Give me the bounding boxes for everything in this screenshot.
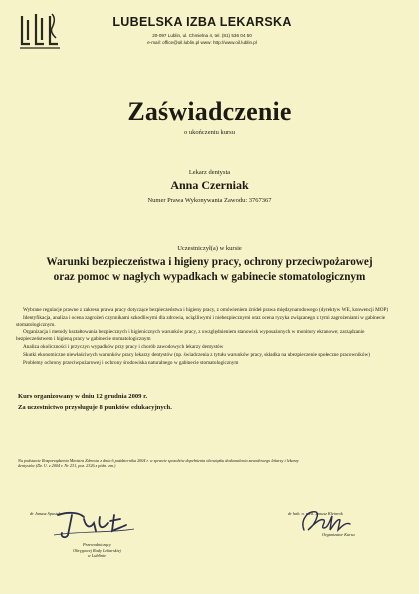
program-item: Organizacja i metody kształtowania bezpiecznych i higienicznych warunków pracy, z uwzględnieniem stanowisk wyposażonych w monitory ekranowe; zarządzanie bezpieczeństwem i higieną pracy w gabinecie stomatologicznym [16,329,365,343]
course-title-line-2: oraz pomoc w nagłych wypadkach w gabinecie stomatologicznym [53,271,366,283]
document-title: Zaświadczenie [127,97,292,126]
legal-basis-line-2: dentystów (Dz. U. z 2004 r. Nr 231, poz. 2326 z późn. zm.) [18,463,116,469]
document-subtitle: o ukończeniu kursu [184,129,235,136]
chamber-logo [16,10,64,50]
program-item: Identyfikacja, analiza i ocena zagrożeń czynnikami szkodliwymi dla zdrowia, uciążliwymi i niebezpiecznymi oraz ocena ryzyka związanego z tymi zagrożeniami w gabinecie stomatologicznym. [16,314,386,328]
legal-basis-line-1: Na podstawie Rozporządzenia Ministra Zdrowia z dnia 6 października 2004 r. w sprawie sposobów dopełnienia obowiązku doskonalenia zawodowego lekarzy i lekarzy [18,458,299,463]
organization-contact: e-mail: office@oil.lublin.pl www: http://www.oil.lublin.pl [147,40,257,45]
left-signatory-role [42,542,152,559]
course-date: Kurs organizowany w dniu 12 grudnia 2009 r. [18,393,148,400]
left-signatory-name: dr Janusz Spustek [30,511,61,516]
left-role-line-3: w Lublinie [87,553,107,559]
legal-basis [18,458,363,469]
license-number: Numer Prawa Wykonywania Zawodu: 3767367 [147,197,272,204]
recipient-role: Lekarz dentysta [188,169,231,176]
program-item: Skutki ekonomiczne niewłaściwych warunków pracy lekarzy dentystów (np. świadczenia z tytułu warunków pracy, składka na ubezpieczenie społeczne pracowników) [23,351,370,358]
left-role-line-2: Okręgowej Rady Lekarskiej [73,547,121,553]
program-item: Analiza okoliczności i przyczyn wypadków przy pracy i chorób zawodowych lekarzy dentystów [23,343,224,350]
recipient-name: Anna Czerniak [170,178,249,192]
program-item: Wybrane regulacje prawne z zakresu prawa pracy dotyczące bezpieczeństwa i higieny pracy, z omówieniem źródeł prawa międzynarodowego (dyrektyw WE, konwencji MOP) [23,307,389,313]
education-points: Za uczestnictwo przysługuje 8 punktów edukacyjnych. [18,404,172,411]
organization-address: 20-097 Lublin, ul. Chmielna 4, tel. (81) 536 04 50 [152,33,252,38]
program-item: Problemy ochrony przeciwpożarowej i ochrony środowiska naturalnego w gabinecie stomatologicznym [23,359,239,366]
right-signatory-role: Organizator Kursu [322,532,355,537]
course-title-line-1: Warunki bezpieczeństwa i higieny pracy, ochrony przeciwpożarowej [46,256,373,268]
organization-name: LUBELSKA IZBA LEKARSKA [112,15,292,29]
left-role-line-1: Przewodniczący [83,542,111,547]
participation-label: Uczestniczył(a) w kursie [177,245,242,252]
right-signatory-name: dr hab. n. med. Janusz Kleinrok [288,511,343,516]
left-signature-icon [50,509,140,541]
course-program [16,307,396,367]
course-title [12,255,407,285]
